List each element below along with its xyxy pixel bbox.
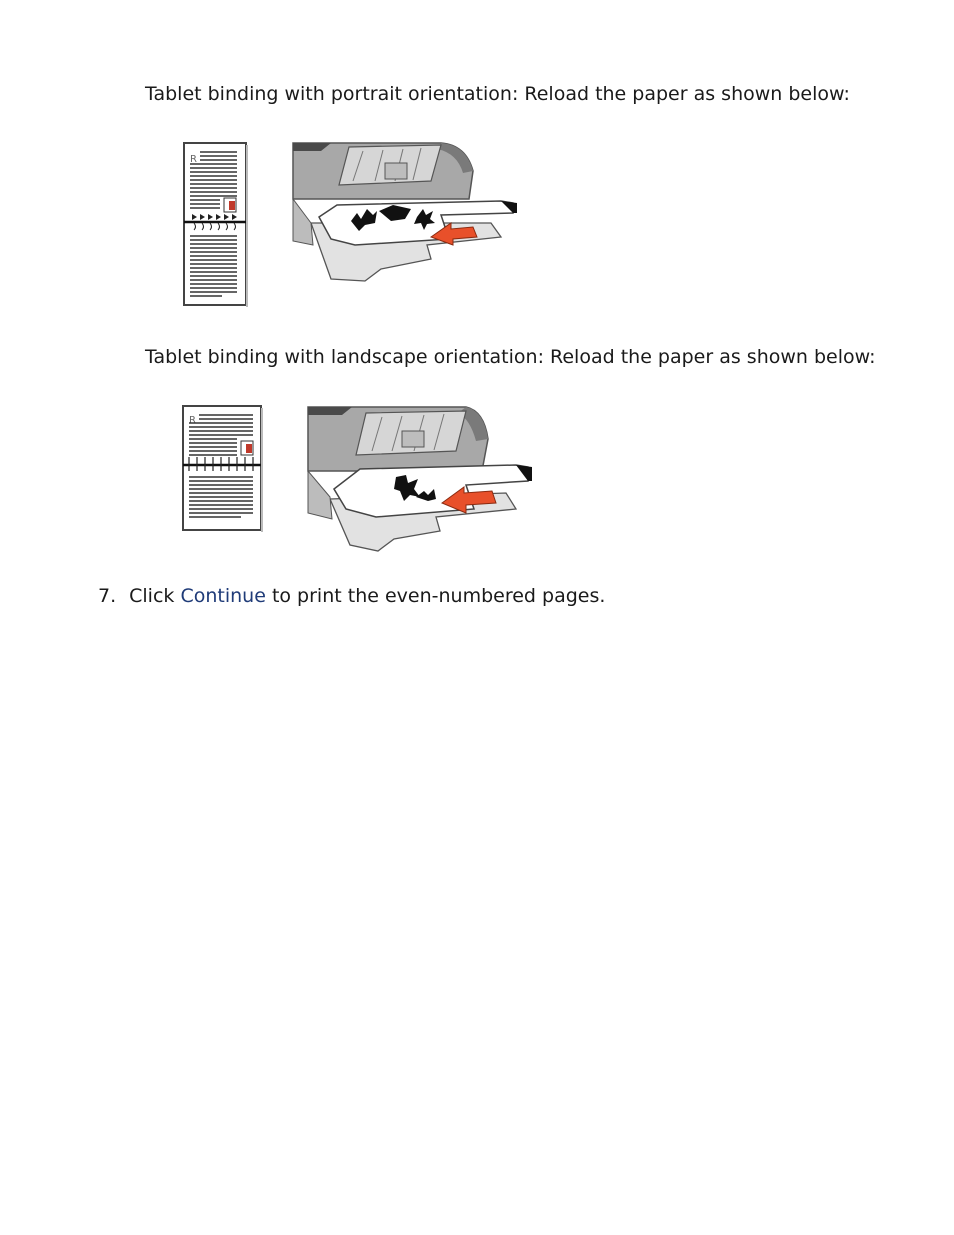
portrait-caption: Tablet binding with portrait orientation: Reload the paper as shown below: xyxy=(145,83,850,105)
landscape-tablet-page-icon xyxy=(181,405,263,533)
step-prefix: Click xyxy=(129,585,181,607)
step-7 xyxy=(98,584,605,608)
portrait-tablet-page-icon xyxy=(182,142,248,308)
svg-text:R: R xyxy=(190,154,197,165)
printer-reload-landscape-icon xyxy=(306,405,532,553)
svg-text:R: R xyxy=(189,415,196,426)
continue-link[interactable]: Continue xyxy=(180,585,266,607)
printer-reload-portrait-icon xyxy=(291,141,519,285)
landscape-caption: Tablet binding with landscape orientation: Reload the paper as shown below: xyxy=(145,346,876,368)
step-suffix: to print the even-numbered pages. xyxy=(265,585,606,607)
step-number: 7. xyxy=(98,585,117,607)
